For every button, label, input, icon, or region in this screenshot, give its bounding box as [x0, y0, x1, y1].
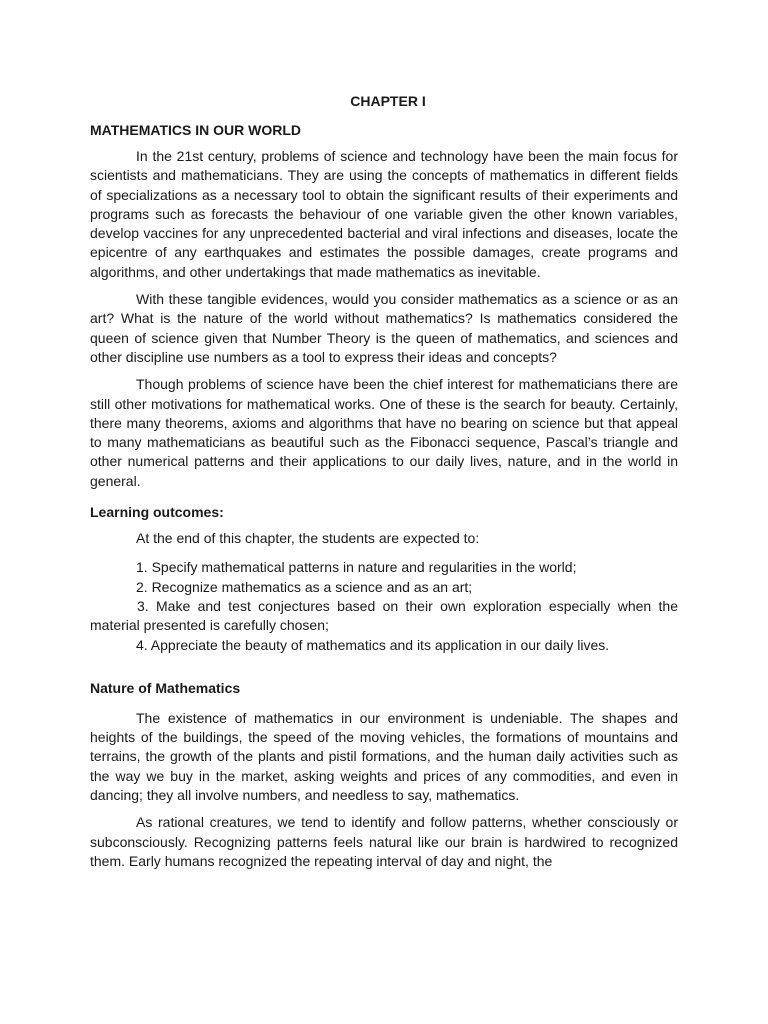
nature-paragraph-1: The existence of mathematics in our environment is undeniable. The shapes and heights of the buildings, the speed of the moving vehicles, the formations of mountains and terrains, the growth of the plants and pistil formations, and the human daily activities such as the way we buy in the market, asking weights and prices of any commodities, and even in dancing; they all involve numbers, and needless to say, mathematics.: [90, 709, 678, 804]
list-item: 3. Make and test conjectures based on their own exploration especially when the material presented is carefully chosen;: [90, 597, 678, 634]
learning-outcomes-heading: Learning outcomes:: [90, 504, 224, 521]
intro-paragraph-1: In the 21st century, problems of science and technology have been the main focus for scientists and mathematicians. They are using the concepts of mathematics in different fields of specializations as a necessary tool to obtain the significant results of their experiments and programs such as forecasts the behaviour of one variable given the other known variables, develop vaccines for any unprecedented bacterial and viral infections and diseases, locate the epicentre of any earthquakes and estimates the possible damages, create programs and algorithms, and other undertakings that made mathematics as inevitable.: [90, 148, 678, 280]
learning-outcomes-list: [90, 558, 678, 654]
list-item: 2. Recognize mathematics as a science and as an art;: [136, 578, 473, 595]
intro-paragraph-2: With these tangible evidences, would you consider mathematics as a science or as an art? What is the nature of the world without mathematics? Is mathematics considered the queen of science given that Number Theory is the queen of mathematics, and sciences and other discipline use numbers as a tool to express their ideas and concepts?: [90, 291, 678, 365]
chapter-title: MATHEMATICS IN OUR WORLD: [90, 122, 302, 138]
learning-outcomes-lead: At the end of this chapter, the students are expected to:: [136, 530, 480, 547]
intro-paragraph-3: Though problems of science have been the chief interest for mathematicians there are still other motivations for mathematical works. One of these is the search for beauty. Certainly, there many theorems, axioms and algorithms that have no bearing on science but that appeal to many mathematicians as beautiful such as the Fibonacci sequence, Pascal’s triangle and other numerical patterns and their applications to our daily lives, nature, and in the world in general.: [90, 376, 678, 489]
nature-of-mathematics-heading: Nature of Mathematics: [90, 679, 241, 696]
chapter-label: CHAPTER I: [350, 93, 426, 109]
list-item: 1. Specify mathematical patterns in nature and regularities in the world;: [136, 559, 577, 576]
list-item: 4. Appreciate the beauty of mathematics and its application in our daily lives.: [136, 636, 610, 653]
nature-paragraph-2: As rational creatures, we tend to identify and follow patterns, whether consciously or subconsciously. Recognizing patterns feels natural like our brain is hardwired to recognized them. Early humans recognized the repeating interval of day and night, the: [90, 814, 678, 869]
